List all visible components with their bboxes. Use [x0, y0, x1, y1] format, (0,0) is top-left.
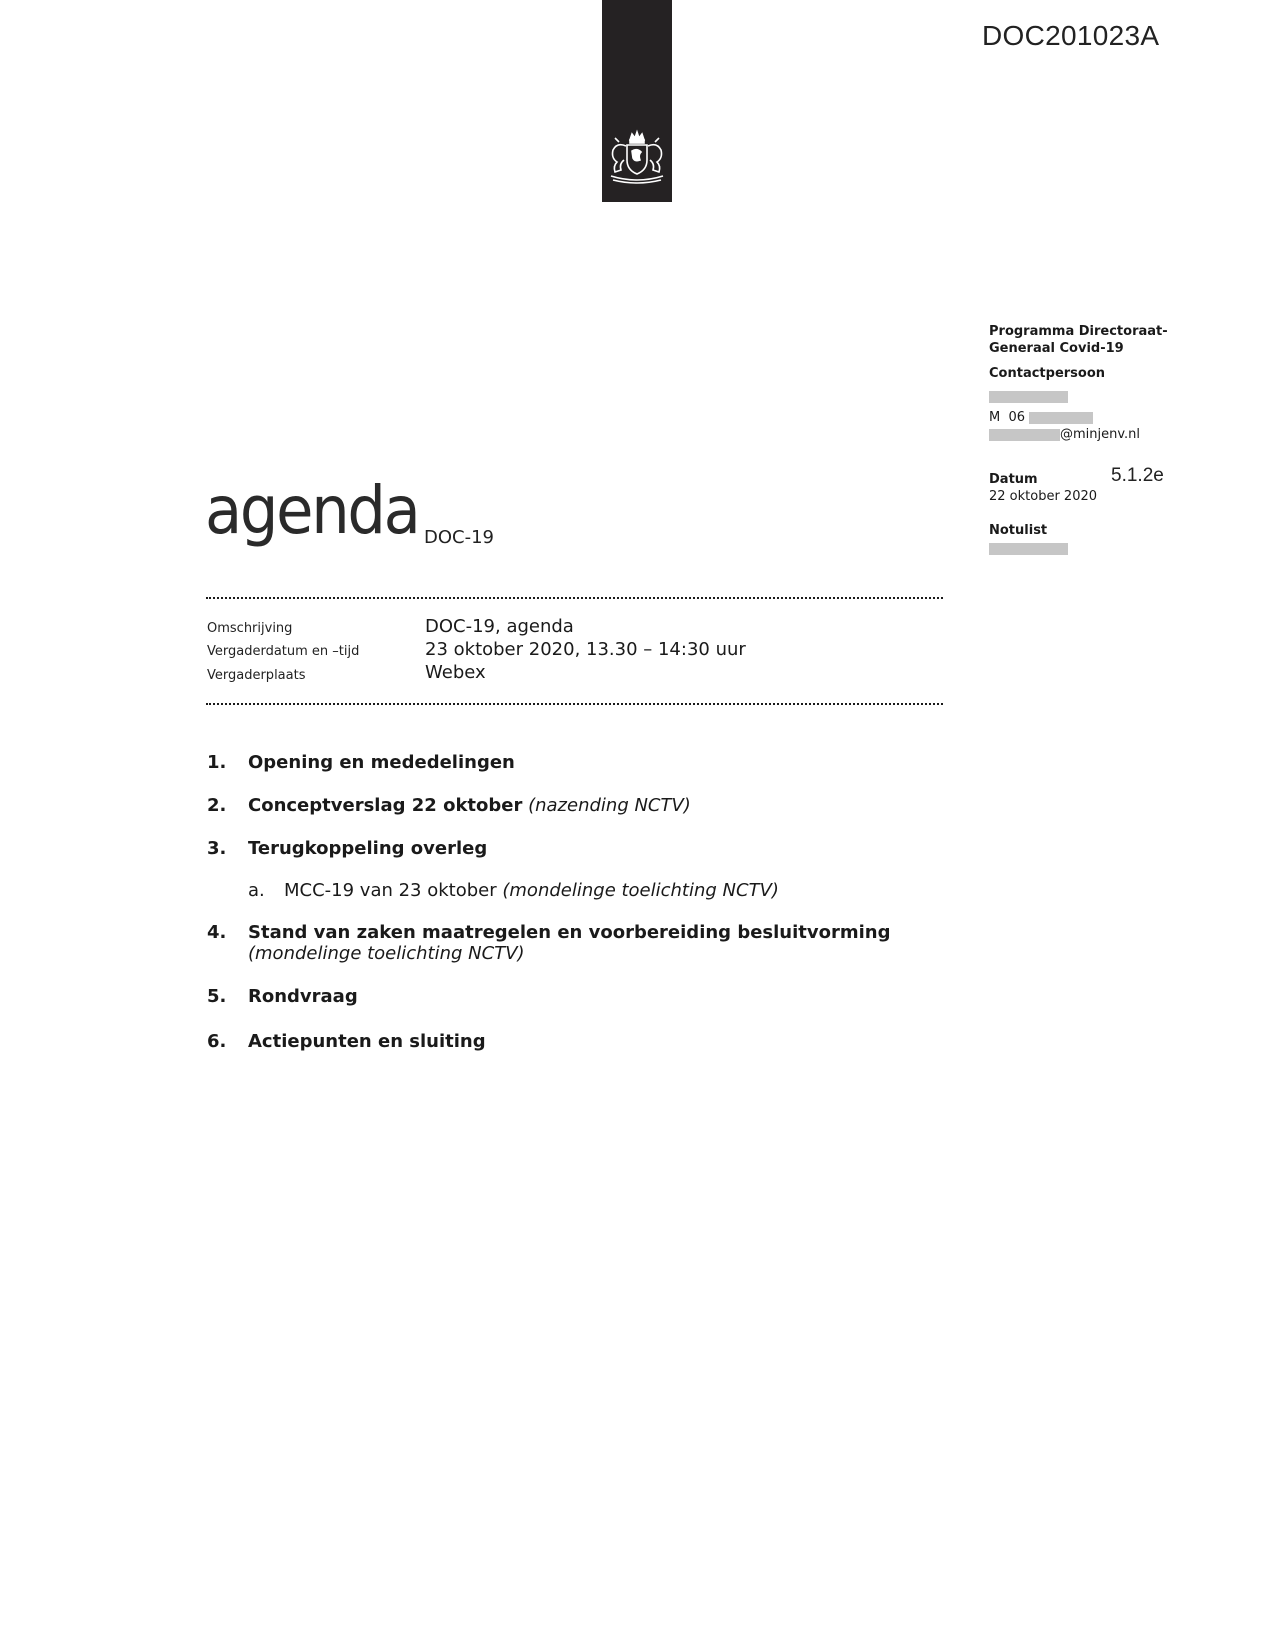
item-note: (mondelinge toelichting NCTV) [248, 943, 525, 964]
contact-phone [989, 409, 1093, 426]
divider-bottom [206, 703, 943, 705]
item-number: 3. [207, 838, 227, 859]
date-label: Datum [989, 472, 1038, 487]
item-title: Terugkoppeling overleg [248, 838, 488, 859]
page-subtitle: DOC-19 [424, 527, 494, 548]
page-title: agenda [205, 472, 419, 549]
contact-email [989, 426, 1140, 443]
organisation-line-2: Generaal Covid-19 [989, 341, 1124, 356]
location-label: Vergaderplaats [207, 668, 306, 683]
logo-bar [602, 0, 672, 202]
item-title: Actiepunten en sluiting [248, 1031, 486, 1052]
item-number: 4. [207, 922, 227, 943]
email-domain: @minjenv.nl [1060, 427, 1141, 442]
datetime-value: 23 oktober 2020, 13.30 – 14:30 uur [425, 639, 746, 660]
item-title: Stand van zaken maatregelen en voorbereiding besluitvorming [248, 922, 891, 943]
email-user-redacted [989, 429, 1060, 441]
dutch-coat-of-arms-icon [605, 128, 669, 186]
item-number: 6. [207, 1031, 227, 1052]
contact-label: Contactpersoon [989, 366, 1106, 381]
item-title: MCC-19 van 23 oktober [284, 880, 497, 901]
item-number: 2. [207, 795, 227, 816]
description-label: Omschrijving [207, 621, 293, 636]
location-value: Webex [425, 662, 486, 683]
item-note: (nazending NCTV) [528, 795, 691, 816]
contact-name-redacted [989, 388, 1068, 405]
organisation-line-1: Programma Directoraat- [989, 324, 1168, 339]
document-code: DOC201023A [982, 20, 1160, 51]
note-taker-label: Notulist [989, 523, 1048, 538]
organisation-name [989, 323, 1168, 357]
phone-prefix: M [989, 410, 1001, 425]
item-note: (mondelinge toelichting NCTV) [502, 880, 779, 901]
datetime-label: Vergaderdatum en –tijd [207, 644, 360, 659]
phone-redacted [1029, 412, 1093, 424]
item-title: Opening en mededelingen [248, 752, 515, 773]
item-title: Conceptverslag 22 oktober [248, 795, 523, 816]
item-title: Rondvraag [248, 986, 358, 1007]
item-number: a. [248, 880, 265, 901]
redaction-stamp: 5.1.2e [1111, 465, 1164, 486]
date-value: 22 oktober 2020 [989, 489, 1098, 504]
item-number: 5. [207, 986, 227, 1007]
item-number: 1. [207, 752, 227, 773]
description-value: DOC-19, agenda [425, 616, 574, 637]
note-taker-redacted [989, 540, 1068, 557]
divider-top [206, 597, 943, 599]
phone-number-start: 06 [1008, 410, 1026, 425]
